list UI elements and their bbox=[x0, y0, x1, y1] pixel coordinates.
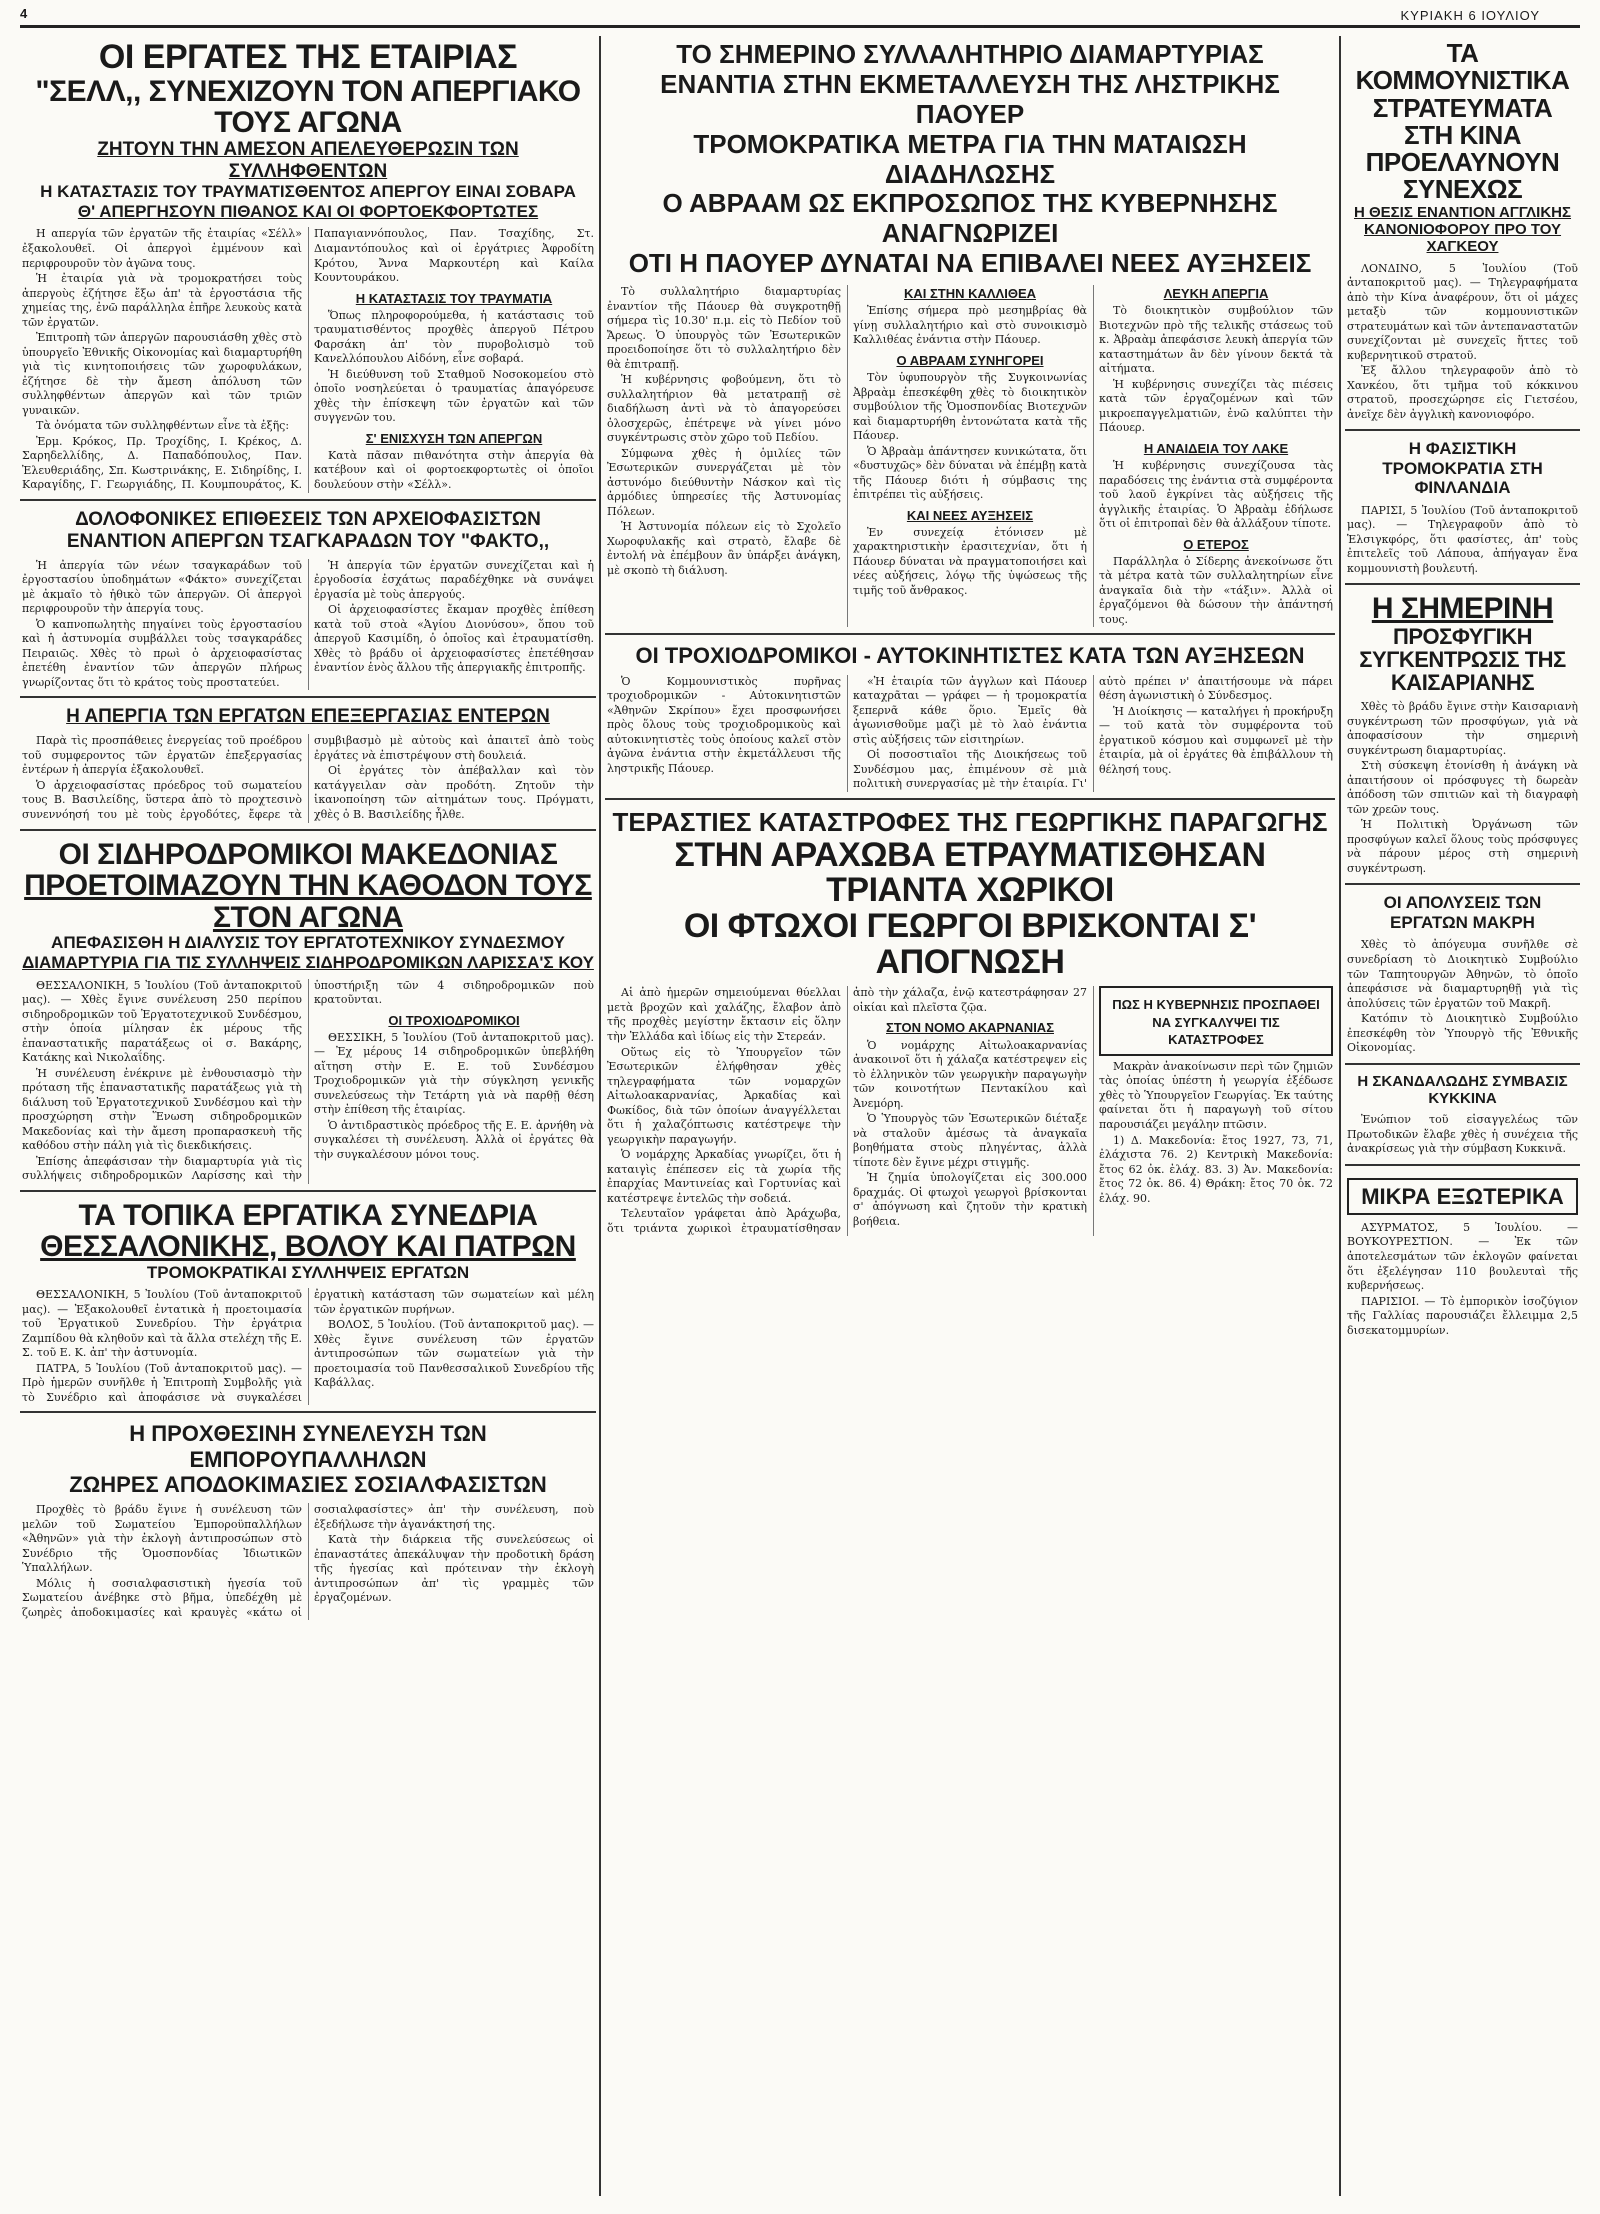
article-china bbox=[1345, 36, 1580, 431]
headline: Η ΣΗΜΕΡΙΝΗ bbox=[1371, 592, 1554, 626]
article-body bbox=[1347, 1113, 1578, 1157]
paragraph: Ὅπως πληροφορούμεθα, ἡ κατάστασις τοῦ τραυματισθέντος προχθὲς ἀπεργοῦ Πέτρου Φαρσάκη ἀπ' τὸν πυροβολισμὸ τοῦ Κανελλόπουλου Αἰδόνη, εἶνε σοβαρά. bbox=[314, 308, 594, 366]
page-number: 4 bbox=[20, 6, 28, 21]
paragraph: ΘΕΣΣΑΛΟΝΙΚΗ, 5 Ἰουλίου (Τοῦ ἀνταποκριτοῦ μας). — Χθὲς ἔγινε συνέλευση 250 περίπου σιδηροδρομικῶν τοῦ Ἐργατοτεχνικοῦ Συνδέσμου, στὴν ὁποία μίλησαν ἐκ μέρους τῆς ἐπαναστατικῆς παρατάξεως οἱ σ. Βακάρης, Κατάκης καὶ Νικολαΐδης. bbox=[22, 978, 302, 1065]
headline: ΤΑ ΤΟΠΙΚΑ ΕΡΓΑΤΙΚΑ ΣΥΝΕΔΡΙΑ bbox=[78, 1198, 538, 1232]
subheadline: Θ' ΑΠΕΡΓΗΣΟΥΝ ΠΙΘΑΝΟΣ ΚΑΙ ΟΙ ΦΟΡΤΟΕΚΦΟΡΤΩΤΕΣ bbox=[77, 201, 539, 221]
headline: ΟΙ ΑΠΟΛΥΣΕΙΣ ΤΩΝ ΕΡΓΑΤΩΝ ΜΑΚΡΗ bbox=[1383, 893, 1542, 932]
paragraph: Ἡ κυβέρνησις φοβούμενη, ὅτι τὸ συλλαλητήριον θὰ μετατραπῇ σὲ διαδήλωση ἀντὶ νὰ τὸ ἀπαγορεύσει ὁλοσχερῶς, ἐπέτρεψε νὰ γίνει μόνο συγκέντρωσις στὸν χῶρο τοῦ Πεδίου. bbox=[607, 373, 841, 445]
article-makris-layoffs bbox=[1345, 889, 1580, 1064]
headline: ΕΝΑΝΤΙΑ ΣΤΗΝ ΕΚΜΕΤΑΛΛΕΥΣΗ ΤΗΣ ΛΗΣΤΡΙΚΗΣ ΠΑΟΥΕΡ bbox=[660, 68, 1280, 129]
section-heading: ΚΑΙ ΣΤΗΝ ΚΑΛΛΙΘΕΑ bbox=[903, 286, 1037, 302]
article-body bbox=[607, 986, 1333, 1236]
paragraph: Μακρὰν ἀνακοίνωσιν περὶ τῶν ζημιῶν τὰς ὁποίας ὑπέστη ἡ γεωργία ἐξέδωσε χθὲς τὸ Ὑπουργεῖον Γεωργίας. Ἐκ ταύτης φαίνεται ὅτι ἡ παραγωγὴ τοῦ σίτου παρουσιάζει μεγάλην πτῶσιν. bbox=[1099, 1059, 1333, 1131]
paragraph: Ἡ ἀπεργία τῶν ἐργατῶν συνεχίζεται καὶ ἡ ἐργοδοσία ἐσχάτως παραδέχθηκε νὰ συνάψει ἐργασία μὲ τοὺς ἀπεργούς. bbox=[314, 558, 594, 601]
paragraph: Ἐν συνεχείᾳ ἐτόνισεν μὲ χαρακτηριστικὴν ἐρασιτεχνίαν, ὅτι ἡ Πάουερ δύναται νὰ πραγματοποιήσει καὶ νέες αὐξήσεις, λόγῳ τῆς ὑψώσεως τῆς τιμῆς τοῦ ἄνθρακος. bbox=[853, 525, 1087, 597]
subheadline: Η ΘΕΣΙΣ ΕΝΑΝΤΙΟΝ ΑΓΓΛΙΚΗΣ ΚΑΝΟΝΙΟΦΟΡΟΥ ΠΡΟ ΤΟΥ ΧΑΓΚΕΟΥ bbox=[1353, 203, 1572, 256]
page-header bbox=[20, 6, 1580, 28]
article-agriculture-disaster bbox=[605, 804, 1335, 1242]
article-body bbox=[22, 559, 594, 691]
paragraph: Ἡ κυβέρνησις συνεχίζουσα τὰς παραδόσεις της ἐνάντια στὰ συμφέροντα τοῦ λαοῦ ἐγκρίνει τὰς αὐξήσεις τῆς ἀγγλικῆς ἑταιρίας. Ὁ Ἀβραὰμ ἐδήλωσε ὅτι οἱ ἐπιτροπαὶ δὲν θὰ ἀλλάξουν τίποτε. bbox=[1099, 459, 1333, 531]
paragraph: Κατόπιν τὸ Διοικητικὸ Συμβούλιο ἐπεσκέφθη τὸν Ὑπουργὸ τῆς Ἐθνικῆς Οἰκονομίας. bbox=[1347, 1012, 1578, 1055]
article-finland bbox=[1345, 435, 1580, 585]
paragraph: Ἡ ἐταιρία γιὰ νὰ τρομοκρατήσει τοὺς ἀπεργοὺς ἐζήτησε ἔξω ἀπ' τὰ ἐργοστάσια τῆς χημείας της, ἐνῶ παράλληλα ἐπῆρε λευκοὺς κατὰ τῶν ἐργατῶν. bbox=[22, 272, 302, 329]
headline: ΕΝΑΝΤΙΟΝ ΑΠΕΡΓΩΝ ΤΣΑΓΚΑΡΑΔΩΝ ΤΟΥ "ΦΑΚΤΟ,, bbox=[66, 530, 550, 552]
headline: ΠΡΟΕΤΟΙΜΑΖΟΥΝ ΤΗΝ ΚΑΘΟΔΟΝ ΤΟΥΣ ΣΤΟΝ ΑΓΩΝΑ bbox=[24, 869, 592, 934]
article-body bbox=[22, 1288, 594, 1405]
headline: ΖΩΗΡΕΣ ΑΠΟΔΟΚΙΜΑΣΙΕΣ ΣΟΣΙΑΛΦΑΣΙΣΤΩΝ bbox=[69, 1471, 547, 1497]
column-rule bbox=[1339, 36, 1341, 2196]
headline: ΤΟ ΣΗΜΕΡΙΝΟ ΣΥΛΛΑΛΗΤΗΡΙΟ ΔΙΑΜΑΡΤΥΡΙΑΣ bbox=[676, 39, 1264, 69]
paragraph: Ἡ κυβέρνησις συνεχίζει τὰς πιέσεις κατὰ τῶν ἐργαζομένων καὶ τῶν μικροεπαγγελματιῶν, ἐνῶ καλύπτει τὴν Πάουερ. bbox=[1099, 377, 1333, 435]
paragraph: Ὁ ἀρχειοφασίστας πρόεδρος τοῦ σωματείου τους Β. Βασιλείδης, ὕστερα ἀπὸ τὸ προχτεσινὸ συνεννόησή του μὲ τοὺς ἐργοδότες, ἔφερε τὰ συμβιβασμὸ μὲ αὐτοὺς καὶ ἀπαιτεῖ ἀπὸ τοὺς ἐργάτες νὰ ἐπιστρέψουν στὴ δουλειά. bbox=[22, 734, 594, 821]
headline: ΣΤΗΝ ΑΡΑΧΩΒΑ ΕΤΡΑΥΜΑΤΙΣΘΗΣΑΝ ΤΡΙΑΝΤΑ ΧΩΡΙΚΟΙ bbox=[674, 835, 1266, 910]
headline: ΟΤΙ Η ΠΑΟΥΕΡ ΔΥΝΑΤΑΙ ΝΑ ΕΠΙΒΑΛΕΙ ΝΕΕΣ ΑΥΞΗΣΕΙΣ bbox=[628, 248, 1312, 279]
paragraph: Ἡ διεύθυνση τοῦ Σταθμοῦ Νοσοκομείου στὸ ὁποῖο νοσηλεύεται ὁ τραυματίας ἀπαγόρευσε χθὲς τὴν ἐπίσκεψη τῶν ἐργατῶν καὶ τῶν συγγενῶν του. bbox=[314, 367, 594, 425]
section-heading: ΛΕΥΚΗ ΑΠΕΡΓΙΑ bbox=[1163, 286, 1269, 302]
article-railway-workers bbox=[20, 835, 596, 1192]
paragraph: «Ἡ ἑταιρία τῶν ἀγγλων καὶ Πάουερ καταχρᾶται — γράφει — ἡ τρομοκρατία ξεπερνᾶ κάθε ὅριο. Ἐμεῖς θὰ ἀγωνισθοῦμε μαζὶ μὲ τὸ λαὸ ἐνάντια στὶς αὐξήσεις τῶν εἰσιτηρίων. bbox=[853, 674, 1087, 746]
paragraph: Προχθὲς τὸ βράδυ ἔγινε ἡ συνέλευση τῶν μελῶν τοῦ Σωματείου Ἐμποροϋπαλλήλων «Ἀθηνῶν» γιὰ τὴν ἐκλογὴ ἀντιπροσώπων στὸ Συνέδριο τῆς Ὁμοσπονδίας Ἰδιωτικῶν Ὑπαλλήλων. bbox=[22, 1503, 302, 1575]
headline: ΤΡΟΜΟΚΡΑΤΙΚΑ ΜΕΤΡΑ ΓΙΑ ΤΗΝ ΜΑΤΑΙΩΣΗ ΔΙΑΔΗΛΩΣΗΣ bbox=[693, 128, 1247, 189]
headline: ΟΙ ΦΤΩΧΟΙ ΓΕΩΡΓΟΙ ΒΡΙΣΚΟΝΤΑΙ Σ' ΑΠΟΓΝΩΣΗ bbox=[683, 907, 1257, 981]
paragraph: Ἡ Πολιτικὴ Ὀργάνωση τῶν προσφύγων καλεῖ ὅλους τοὺς πρόσφυγες νὰ πάρουν μέρος στὴ σημερινὴ συγκέντρωση. bbox=[1347, 818, 1578, 875]
paragraph: Ὁ ἀντιδραστικὸς πρόεδρος τῆς Ε. Ε. ἀρνήθη νὰ συγκαλέσει τὴ συνέλευση. Ἀλλὰ οἱ ἐργάτες θὰ τὴν συγκαλέσουν μόνοι τους. bbox=[314, 1118, 594, 1161]
paragraph: Σύμφωνα χθὲς ἡ ὁμιλίες τῶν Ἐσωτερικῶν συνεργάζεται μὲ τὸν ἀστυνόμο διεύθυντὴν Νάσκον καὶ τὶς ἀρμόδιες ὑπηρεσίες τῆς Ἀστυνομίας Πόλεων. bbox=[607, 446, 841, 518]
headline: ΟΙ ΤΡΟΧΙΟΔΡΟΜΙΚΟΙ - ΑΥΤΟΚΙΝΗΤΙΣΤΕΣ ΚΑΤΑ ΤΩΝ ΑΥΞΗΣΕΩΝ bbox=[635, 643, 1305, 669]
paragraph: Ἡ Διοίκησις — καταλήγει ἡ προκήρυξη — τοῦ κατὰ τὸν συμφέροντα τοῦ ἐργατικοῦ κόσμου καὶ συμφωνεῖ μὲ τὴν ἑταιρία, μὰ οἱ ἐργάτες θὰ ἐπιβάλλουν τὴ θέλησή τους. bbox=[1099, 704, 1333, 776]
paragraph: Οἱ ποσοστιαῖοι τῆς Διοικήσεως τοῦ Συνδέσμου μας, ἐπιμένουν σὲ μιὰ πολιτικὴ συνεργασίας μὲ τὴν ἑταιρία. Γι' αὐτὸ πρέπει ν' ἀπαιτήσουμε νὰ πάρει θέση ἀγωνιστικὴ ὁ Σύνδεσμος. bbox=[853, 674, 1333, 791]
boxed-heading bbox=[1099, 986, 1333, 1055]
headline: "ΣΕΛΛ,, ΣΥΝΕΧΙΖΟΥΝ ΤΟΝ ΑΠΕΡΓΙΑΚΟ ΤΟΥΣ ΑΓΩΝΑ bbox=[35, 74, 581, 140]
article-kaisariani bbox=[1345, 589, 1580, 885]
section-heading: ΟΙ ΤΡΟΧΙΟΔΡΟΜΙΚΟΙ bbox=[388, 1012, 520, 1028]
section-heading: ΚΑΙ ΝΕΕΣ ΑΥΞΗΣΕΙΣ bbox=[906, 507, 1034, 523]
article-tram-drivers bbox=[605, 639, 1335, 799]
paragraph: ΠΑΤΡΑ, 5 Ἰουλίου (Τοῦ ἀνταποκριτοῦ μας). — Πρὸ ἡμερῶν συνῆλθε ἡ Ἐπιτροπὴ Συμβολῆς γιὰ τὸ Συνέδριο καὶ ἀποφάσισε νὰ συγκαλέσει ἐργατικὴ κατάσταση τῶν σωματείων καὶ μέλη τῶν ἐργατικῶν πυρήνων. bbox=[22, 1288, 594, 1404]
paragraph: Κατὰ τὴν διάρκεια τῆς συνελεύσεως οἱ ἐπαναστάτες ἀπεκάλυψαν τὴν προδοτικὴ δράση τῆς ἡγεσίας καὶ πρότειναν τὴν ἐκλογὴ ἀντιπροσώπων ἀπ' τὶς γραμμὲς τῶν ἐργαζομένων. bbox=[314, 1533, 594, 1605]
headline: ΔΟΛΟΦΟΝΙΚΕΣ ΕΠΙΘΕΣΕΙΣ ΤΩΝ ΑΡΧΕΙΟΦΑΣΙΣΤΩΝ bbox=[75, 509, 541, 531]
article-entera-strike bbox=[20, 702, 596, 830]
paragraph: Οἱ ἀρχειοφασίστες ἔκαμαν προχθὲς ἐπίθεση κατὰ τοῦ στοὰ «Ἁγίου Διονύσου», ὅπου τοῦ ἀπεργοῦ Κασιμίδη, ὁ ὁποῖος καὶ ἐτραυματίσθη. Χθὲς τὸ βράδυ οἱ ἀρχειοφασίστες ἐπετέθησαν ἐναντίον ἑνὸς ἄλλου τῆς ἀπεργιακῆς ἐπιτροπῆς. bbox=[314, 603, 594, 675]
article-power-rally bbox=[605, 36, 1335, 635]
paragraph: Οἱ ἐργάτες τὸν ἀπέβαλλαν καὶ τὸν κατάγγειλαν σὰν προδότη. Ζητοῦν τὴν ἱκανοποίηση τῶν αἰτημάτων τους. Πρόγματι, χθὲς ὁ Β. Βασιλείδης ἦλθε. bbox=[314, 764, 594, 821]
headline: Η ΣΚΑΝΔΑΛΩΔΗΣ ΣΥΜΒΑΣΙΣ ΚΥΚΚΙΝΑ bbox=[1357, 1072, 1568, 1107]
paragraph: Ὁ Ὑπουργὸς τῶν Ἐσωτερικῶν διέταξε νὰ σταλοῦν ἀμέσως τὰ ἀναγκαῖα βοηθήματα στοὺς πληγέντας, ἀλλὰ τίποτε δὲν ἔγινε μέχρι στιγμῆς. bbox=[853, 1112, 1087, 1169]
date-line: ΚΥΡΙΑΚΗ 6 ΙΟΥΛΙΟΥ bbox=[1400, 8, 1540, 23]
paragraph: Ἐξ ἄλλου τηλεγραφοῦν ἀπὸ τὸ Χανκέου, ὅτι τμῆμα τοῦ κόκκινου στρατοῦ, προσεχώρησε εἰς Γιετσέου, ἀνεῖχε δὲν ἀγγλικὴ κανονιοφόρο. bbox=[1347, 364, 1578, 421]
right-column bbox=[1345, 36, 1580, 1349]
section-heading: Σ' ΕΝΙΣΧΥΣΗ ΤΩΝ ΑΠΕΡΓΩΝ bbox=[365, 430, 543, 446]
paragraph: Ὁ νομάρχης Ἀρκαδίας γνωρίζει, ὅτι ἡ καταιγὶς ἐπέπεσεν εἰς τὰ χωρία τῆς ἐπαρχίας Μαντινείας καὶ Γορτυνίας καὶ κατέστρεψε ἐντελῶς τὴν σοδειά. bbox=[607, 1148, 841, 1205]
paragraph: Ἐπιτροπὴ τῶν ἀπεργῶν παρουσιάσθη χθὲς στὸ ὑπουργεῖο Ἐθνικῆς Οἰκονομίας καὶ διαμαρτυρήθη γιὰ τὶς κινητοποιήσεις τῶν χωροφυλάκων, ἐζήτησε δὲ τὴν ἄμεση ἀπόλυση τῶν συλληφθέντων ἀπεργῶν καὶ τῶν τριῶν γυναικῶν. bbox=[22, 331, 302, 417]
paragraph: Ὁ Κομμουνιστικὸς πυρῆνας τροχιοδρομικῶν - Αὐτοκινητιστῶν «Ἀθηνῶν Σκρίπου» ἔχει προσφωνήσει πρὸς ὅλους τοὺς τροχιοδρομικοὺς καὶ αὐτοκινητιστὲς τοὺς ὁποίους καλεῖ στὸν ἀγῶνα ἐνάντια στὴν ἐκμετάλλευσι τῆς ληστρικῆς Πάουερ. bbox=[607, 674, 841, 775]
paragraph: Ἡ συνέλευση ἐνέκρινε μὲ ἐνθουσιασμὸ τὴν πρόταση τῆς ἐπαναστατικῆς παρατάξεως γιὰ τὴ διάλυση τοῦ Ἐργατοτεχνικοῦ Συνδέσμου καὶ τὴν προσχώρηση στὴν Ἕνωση σιδηροδρομικῶν Μακεδονίας καὶ τὴν ἄμεση προπαρασκευὴ τῆς καθόδου στὴν πάλη γιὰ τὶς διεκδικήσεις. bbox=[22, 1066, 302, 1153]
headline: Η ΑΠΕΡΓΙΑ ΤΩΝ ΕΡΓΑΤΩΝ ΕΠΕΞΕΡΓΑΣΙΑΣ ΕΝΤΕΡΩΝ bbox=[66, 706, 550, 728]
paragraph: Τὸν ὑφυπουργὸν τῆς Συγκοινωνίας Ἀβραὰμ ἐπεσκέφθη χθὲς τὸ διοικητικὸν συμβούλιον τῆς Ὁμοσπονδίας Βιοτεχνῶν καὶ διαμαρτυρήθη ἐντονώτατα κατὰ τῆς Πάουερ. bbox=[853, 370, 1087, 443]
article-body bbox=[1347, 1221, 1578, 1338]
article-body bbox=[22, 734, 594, 823]
article-fakto-attacks bbox=[20, 505, 596, 698]
article-body bbox=[22, 1503, 594, 1620]
paragraph: Ἡ Ἀστυνομία πόλεων εἰς τὸ Σχολεῖο Χωροφυλακῆς καὶ στρατὸ, ἔλαβε δὲ ἐντολή νὰ ἐπέμβουν ἂν ὑπάρξει ἀνάγκη, μὲ σκοπὸ τὴ διάλυση. bbox=[607, 520, 841, 577]
paragraph: Ἐπίσης ἀπεφάσισαν τὴν διαμαρτυρία γιὰ τὶς συλλήψεις σιδηροδρομικῶν Λαρίσσης καὶ τὴν ὑποστήριξη τῶν 4 σιδηροδρομικῶν ποὺ κρατοῦνται. bbox=[22, 978, 594, 1183]
paragraph: Ἡ ἀπεργία τῶν νέων τσαγκαράδων τοῦ ἐργοστασίου ὑποδημάτων «Φάκτο» συνεχίζεται μὲ ἀκμαῖο τὸ ἠθικὸ τῶν ἀπεργῶν. Οἱ ἀπεργοὶ περιφρουροῦν τὴν ἀπεργία τους. bbox=[22, 558, 302, 616]
paragraph: ΑΣΥΡΜΑΤΟΣ, 5 Ἰουλίου. — ΒΟΥΚΟΥΡΕΣΤΙΟΝ. — Ἐκ τῶν ἀποτελεσμάτων τῶν ἐκλογῶν φαίνεται ὅτι ἐξελέγησαν 110 βουλευταὶ τῆς κυβερνήσεως. bbox=[1347, 1220, 1578, 1293]
center-column bbox=[605, 36, 1335, 1246]
paragraph: Στὴ σύσκεψη ἐτονίσθη ἡ ἀνάγκη νὰ ἀπαιτήσουν οἱ πρόσφυγες τὴ δωρεὰν ἀπόδοση τῶν σπιτιῶν καὶ τὴ διαγραφὴ τῶν χρεῶν τους. bbox=[1347, 759, 1578, 816]
paragraph: Ὁ καπνοπωλητὴς πηγαίνει τοὺς ἐργοστασίου καὶ ἡ ἀστυνομία συμβάλλει τοὺς τσαγκαράδες Πειραιῶς. Χθὲς τὸ πρωὶ ὁ ἀρχειοφασίστας ἐπετέθη ἐναντίον τῶν ἀπεργῶν πλήρως γνωρίζοντας ὅτι τὸ κράτος τοὺς προστατεύει. bbox=[22, 617, 302, 689]
section-heading: ΠΩΣ Η ΚΥΒΕΡΝΗΣΙΣ ΠΡΟΣΠΑΘΕΙ ΝΑ ΣΥΓΚΑΛΥΨΕΙ ΤΙΣ ΚΑΤΑΣΤΡΟΦΕΣ bbox=[1112, 997, 1320, 1047]
headline: ΟΙ ΣΙΔΗΡΟΔΡΟΜΙΚΟΙ ΜΑΚΕΔΟΝΙΑΣ bbox=[58, 837, 558, 871]
article-body bbox=[1347, 262, 1578, 423]
paragraph: Ὁ Ἀβραὰμ ἀπάντησεν κυνικώτατα, ὅτι «δυστυχῶς» δὲν δύναται νὰ ἐπέμβῃ κατὰ τῆς Πάουερ διότι ἡ σύμβασις της ἐπιτρέπει τὶς αὐξήσεις. bbox=[853, 444, 1087, 502]
article-body bbox=[1347, 504, 1578, 577]
headline: ΤΑ ΚΟΜΜΟΥΝΙΣΤΙΚΑ ΣΤΡΑΤΕΥΜΑΤΑ ΣΤΗ ΚΙΝΑ ΠΡΟΕΛΑΥΝΟΥΝ ΣΥΝΕΧΩΣ bbox=[1355, 38, 1570, 205]
paragraph: Αἱ ἀπὸ ἡμερῶν σημειούμεναι θύελλαι μετὰ βροχῶν καὶ χαλάζης, ἔλαβον ἀπὸ τῆς προχθὲς μεγίστην ἔκτασιν εἰς ὅλην τὴν Ἑλλάδα καὶ ἰδίως εἰς τὴν Στερεάν. bbox=[607, 986, 841, 1043]
subheadline: ΑΠΕΦΑΣΙΣΘΗ Η ΔΙΑΛΥΣΙΣ ΤΟΥ ΕΡΓΑΤΟΤΕΧΝΙΚΟΥ ΣΥΝΔΕΣΜΟΥ bbox=[51, 933, 565, 953]
paragraph: Ἡ ζημία ὑπολογίζεται εἰς 300.000 δραχμάς. Οἱ φτωχοὶ γεωργοὶ βρίσκονται σ' ἀπόγνωση καὶ ζητοῦν τὴν κρατικὴ βοήθεια. bbox=[853, 1171, 1087, 1228]
paragraph: ΒΟΛΟΣ, 5 Ἰουλίου. (Τοῦ ἀνταποκριτοῦ μας). — Χθὲς ἔγινε συνέλευση τῶν ἐργατῶν ἀντιπροσώπων τῶν σωματείων γιὰ τὴν προετοιμασία τοῦ Πανθεσσαλικοῦ Συνεδρίου τῆς Καβάλλας. bbox=[314, 1318, 594, 1390]
article-body bbox=[607, 285, 1333, 627]
subheadline: ΔΙΑΜΑΡΤΥΡΙΑ ΓΙΑ ΤΙΣ ΣΥΛΛΗΨΕΙΣ ΣΙΔΗΡΟΔΡΟΜΙΚΩΝ ΛΑΡΙΣΣΑ'Σ ΚΟΥ bbox=[22, 952, 594, 972]
headline: ΤΕΡΑΣΤΙΕΣ ΚΑΤΑΣΤΡΟΦΕΣ ΤΗΣ ΓΕΩΡΓΙΚΗΣ ΠΑΡΑΓΩΓΗΣ bbox=[612, 806, 1328, 837]
paragraph: Χθὲς τὸ βράδυ ἔγινε στὴν Καισαριανὴ συγκέντρωση τῶν προσφύγων, γιὰ νὰ ἀποφασίσουν τὴν σημερινὴ συγκέντρωση διαμαρτυρίας. bbox=[1347, 700, 1578, 757]
paragraph: ΠΑΡΙΣΙΟΙ. — Τὸ ἐμπορικὸν ἰσοζύγιον τῆς Γαλλίας παρουσιάζει ἔλλειμμα 2,5 δισεκατομμυρίων. bbox=[1347, 1294, 1578, 1337]
paragraph: Παρὰ τὶς προσπάθειες ἐνεργείας τοῦ προέδρου τοῦ συμφεροντος τῶν ἐργατῶν ἐπεξεργασίας ἐντέρων ἡ ἀπεργία ἐξακολουθεῖ. bbox=[22, 734, 302, 777]
headline: Ο ΑΒΡΑΑΜ ΩΣ ΕΚΠΡΟΣΩΠΟΣ ΤΗΣ ΚΥΒΕΡΝΗΣΗΣ ΑΝΑΓΝΩΡΙΖΕΙ bbox=[662, 188, 1278, 249]
article-body bbox=[22, 979, 594, 1184]
article-sell-strike bbox=[20, 36, 596, 501]
paragraph: Κατὰ πᾶσαν πιθανότητα στὴν ἀπεργία θὰ κατέβουν καὶ οἱ φορτοεκφορτωτὲς οἱ ὁποῖοι δουλεύουν στὴν «Σέλλ». bbox=[314, 448, 594, 491]
article-foreign-briefs bbox=[1345, 1170, 1580, 1345]
paragraph: ΛΟΝΔΙΝΟ, 5 Ἰουλίου (Τοῦ ἀνταποκριτοῦ μας). — Τηλεγραφήματα ἀπὸ τὴν Κίνα ἀναφέρουν, ὅτι οἱ μάχες μεταξὺ τῶν κομμουνιστικῶν στρατευμάτων καὶ τῶν ἀντεπαναστατῶν συνεχίζονται μὲ συνεχεῖς ἥττες τοῦ κυβερνητικοῦ στρατοῦ. bbox=[1347, 261, 1578, 362]
paragraph: Οὕτως εἰς τὸ Ὑπουργεῖον τῶν Ἐσωτερικῶν ἐλήφθησαν χθὲς τηλεγραφήματα τῶν νομαρχῶν Αἰτωλοακαρνανίας, Ἀρκαδίας καὶ Φωκίδος, διὰ τῶν ὁποίων ἀναγγέλλεται ὅτι ἡ χαλαζόπτωσις κατέστρεψε τὴν γεωργικὴν παραγωγήν. bbox=[607, 1045, 841, 1146]
article-body bbox=[1347, 700, 1578, 876]
article-body bbox=[22, 227, 594, 493]
paragraph: ΠΑΡΙΣΙ, 5 Ἰουλίου (Τοῦ ἀνταποκριτοῦ μας). — Τηλεγραφοῦν ἀπὸ τὸ Ἑλσιγκφόρς, ὅτι φασίστες, ἀπ' τοὺς ἐπιτελεῖς τοῦ Λάπουα, ἀπήγαγαν ἕνα κομμουνιστὴ βουλευτή. bbox=[1347, 503, 1578, 575]
paragraph: Ἐνώπιον τοῦ εἰσαγγελέως τῶν Πρωτοδικῶν ἔλαβε χθὲς ἡ συνέχεια τῆς ἀνακρίσεως γιὰ τὴν σύμβαση Κυκκινᾶ. bbox=[1347, 1113, 1578, 1156]
paragraph: Παράλληλα ὁ Σίδερης ἀνεκοίνωσε ὅτι τὰ μέτρα κατὰ τῶν συλλαλητηρίων εἶνε ἀναγκαῖα διὰ τὴν «τάξιν». Ἀλλὰ οἱ ἐργαζόμενοι θὰ δώσουν τὴν ἀπάντησή τους. bbox=[1099, 554, 1333, 626]
section-heading: Ο ΑΒΡΑΑΜ ΣΥΝΗΓΟΡΕΙ bbox=[896, 352, 1044, 368]
article-kykkinas bbox=[1345, 1069, 1580, 1166]
paragraph: Τὸ συλλαλητήριο διαμαρτυρίας ἐναντίον τῆς Πάουερ θὰ συγκροτηθῇ σήμερα τὶς 10.30' π.μ. εἰς τὸ Πεδίον τοῦ Ἄρεως. Ὁ ὑπουργὸς τῶν Ἐσωτερικῶν προειδοποίησε ὅτι τὸ συλλαλητήριο δὲν θὰ ἐπιτραπῇ. bbox=[607, 285, 841, 371]
paragraph: Τὸ διοικητικὸν συμβούλιον τῶν Βιοτεχνῶν πρὸ τῆς τελικῆς στάσεως τοῦ κ. Ἀβραὰμ ἀπεφάσισε λευκὴ ἀπεργία τῶν καταστημάτων ἂν δὲν γίνουν δεκτά τὰ αἰτήματα. bbox=[1099, 304, 1333, 376]
paragraph: Ἐρμ. Κρόκος, Πρ. Τροχίδης, Ι. Κρέκος, Δ. Σαρηδελλίδης, Δ. Παπαδόπουλος, Παν. Ἐλευθεριάδης, Σπ. Κωστρινάκης, Ε. Σιδηρίδης, Ι. Καραγίδης, Γ. Γεωργιάδης, Π. Κουμπουράτος, Κ. Παπαγιαννόπουλος, Παν. Τσαχίδης, Στ. Διαμαντόπουλος καὶ οἱ ἐργάτριες Ἀφροδίτη Κρότου, Ἄννα Μαρκουτέρη καὶ Καίλα Κουντουράκου. bbox=[22, 227, 594, 492]
subheadline: ΖΗΤΟΥΝ ΤΗΝ ΑΜΕΣΟΝ ΑΠΕΛΕΥΘΕΡΩΣΙΝ ΤΩΝ ΣΥΛΛΗΦΘΕΝΤΩΝ bbox=[97, 138, 519, 182]
headline: ΜΙΚΡΑ ΕΞΩΤΕΡΙΚΑ bbox=[1361, 1183, 1564, 1209]
paragraph: Μόλις ἡ σοσιαλφασιστικὴ ἡγεσία τοῦ Σωματείου ἀνέβηκε στὸ βῆμα, ὑπεδέχθη μὲ ζωηρὲς ἀποδοκιμασίες καὶ κραυγὲς «κάτω οἱ σοσιαλφασίστες» ἀπ' τὴν συνέλευση, ποὺ ἐξεδήλωσε τὴν ἀγανάκτησή της. bbox=[22, 1503, 594, 1619]
article-body bbox=[1347, 938, 1578, 1055]
article-shop-clerks bbox=[20, 1417, 596, 1626]
headline: Η ΦΑΣΙΣΤΙΚΗ ΤΡΟΜΟΚΡΑΤΙΑ ΣΤΗ ΦΙΝΛΑΝΔΙΑ bbox=[1382, 439, 1543, 498]
paragraph: Τὰ ὀνόματα τῶν συλληφθέντων εἶνε τὰ ἐξῆς: bbox=[36, 419, 290, 433]
left-column bbox=[20, 36, 596, 1630]
section-heading: Η ΚΑΤΑΣΤΑΣΙΣ ΤΟΥ ΤΡΑΥΜΑΤΙΑ bbox=[355, 290, 553, 306]
article-body bbox=[607, 675, 1333, 792]
column-rule bbox=[599, 36, 601, 2196]
headline: Η ΠΡΟΧΘΕΣΙΝΗ ΣΥΝΕΛΕΥΣΗ ΤΩΝ ΕΜΠΟΡΟΥΠΑΛΛΗΛΩΝ bbox=[129, 1421, 487, 1472]
subheadline: Η ΚΑΤΑΣΤΑΣΙΣ ΤΟΥ ΤΡΑΥΜΑΤΙΣΘΕΝΤΟΣ ΑΠΕΡΓΟΥ ΕΙΝΑΙ ΣΟΒΑΡΑ bbox=[40, 182, 576, 202]
section-heading: Η ΑΝΑΙΔΕΙΑ ΤΟΥ ΛΑΚΕ bbox=[1143, 440, 1289, 456]
paragraph: Ἐπίσης σήμερα πρὸ μεσημβρίας θὰ γίνῃ συλλαλητήριο καὶ στὸ συνοικισμὸ Καλλιθέας ἐνάντια στὴν Πάουερ. bbox=[853, 304, 1087, 347]
headline: ΟΙ ΕΡΓΑΤΕΣ ΤΗΣ ΕΤΑΙΡΙΑΣ bbox=[98, 38, 518, 76]
section-heading: ΣΤΟΝ ΝΟΜΟ ΑΚΑΡΝΑΝΙΑΣ bbox=[886, 1020, 1054, 1036]
paragraph: Ὁ νομάρχης Αἰτωλοακαρνανίας ἀνακοινοῖ ὅτι ἡ χάλαζα κατέστρεψεν εἰς τὸ ἑλληνικὸν τῶν γεωργικὴν παραγωγὴν τῶν κοινοτήτων Πεντακίλου καὶ Ἀνεμόρη. bbox=[853, 1038, 1087, 1110]
article-local-congresses bbox=[20, 1196, 596, 1414]
headline: ΠΡΟΣΦΥΓΙΚΗ ΣΥΓΚΕΝΤΡΩΣΙΣ ΤΗΣ ΚΑΙΣΑΡΙΑΝΗΣ bbox=[1359, 623, 1566, 696]
paragraph: 1) Δ. Μακεδονία: ἔτος 1927, 73, 71, ἐλάχιστα 76. 2) Κεντρικὴ Μακεδονία: ἔτος 62 ὀκ. ἐλάχ. 83. 3) Ἀν. Μακεδονία: ἔτος 72 ὀκ. 86. 4) Θράκη: ἔτος 70 ὀκ. 72 ἐλάχ. 90. bbox=[1099, 1133, 1333, 1205]
headline: ΘΕΣΣΑΛΟΝΙΚΗΣ, ΒΟΛΟΥ ΚΑΙ ΠΑΤΡΩΝ bbox=[40, 1230, 576, 1264]
subheadline: ΤΡΟΜΟΚΡΑΤΙΚΑΙ ΣΥΛΛΗΨΕΙΣ ΕΡΓΑΤΩΝ bbox=[146, 1262, 470, 1282]
paragraph: Χθὲς τὸ ἀπόγευμα συνῆλθε σὲ συνεδρίαση τὸ Διοικητικὸ Συμβούλιο τῶν Ταπητουργῶν Ἀθηνῶν, τὸ ὁποῖο ἀπεφάσισε νὰ διαμαρτυρηθῇ γιὰ τὶς ἀπολύσεις τῶν ἐργατῶν τοῦ Μακρῆ. bbox=[1347, 938, 1578, 1010]
paragraph: Τελευταῖον γράφεται ἀπὸ Ἀράχωβα, ὅτι τριάντα χωρικοὶ ἐτραυματίσθησαν ἀπὸ τὴν χάλαζα, ἐνῷ κατεστράφησαν 27 οἰκίαι καὶ πλεῖστα ζῷα. bbox=[607, 986, 1087, 1235]
section-heading: Ο ΕΤΕΡΟΣ bbox=[1183, 536, 1249, 552]
paragraph: Η απεργία τῶν ἐργατῶν τῆς ἐταιρίας «Σέλλ» ἐξακολουθεῖ. Οἱ ἀπεργοὶ ἐμμένουν καὶ περιφρουροῦν τὸν ἀγῶνα τους. bbox=[22, 227, 302, 270]
paragraph: ΘΕΣΣΙΚΗ, 5 Ἰουλίου (Τοῦ ἀνταποκριτοῦ μας). — Ἐχ μέρους 14 σιδηροδρομικῶν ὑπεβλήθη αἴτηση στὴν Ε. Ε. τοῦ Συνδέσμου Τροχιοδρομικῶν γιὰ τὴν σύγκληση γενικῆς συνελεύσεως τὴν Τετάρτη γιὰ νὰ παρθῇ θέση στὴν ἐπίθεση τῆς ἑταιρίας. bbox=[314, 1030, 594, 1117]
paragraph: ΘΕΣΣΑΛΟΝΙΚΗ, 5 Ἰουλίου (Τοῦ ἀνταποκριτοῦ μας). — Ἐξακολουθεῖ ἐντατικὰ ἡ προετοιμασία τοῦ Ἐργατικοῦ Συνεδρίου. Τὴν ἐργάτρια Ζαμπίδου θὰ κληθοῦν καὶ τὰ ἄλλα στελέχη τῆς Ε. Σ. τοῦ Ε. Κ. ἀπ' τὴν ἀστυνομία. bbox=[22, 1288, 302, 1360]
